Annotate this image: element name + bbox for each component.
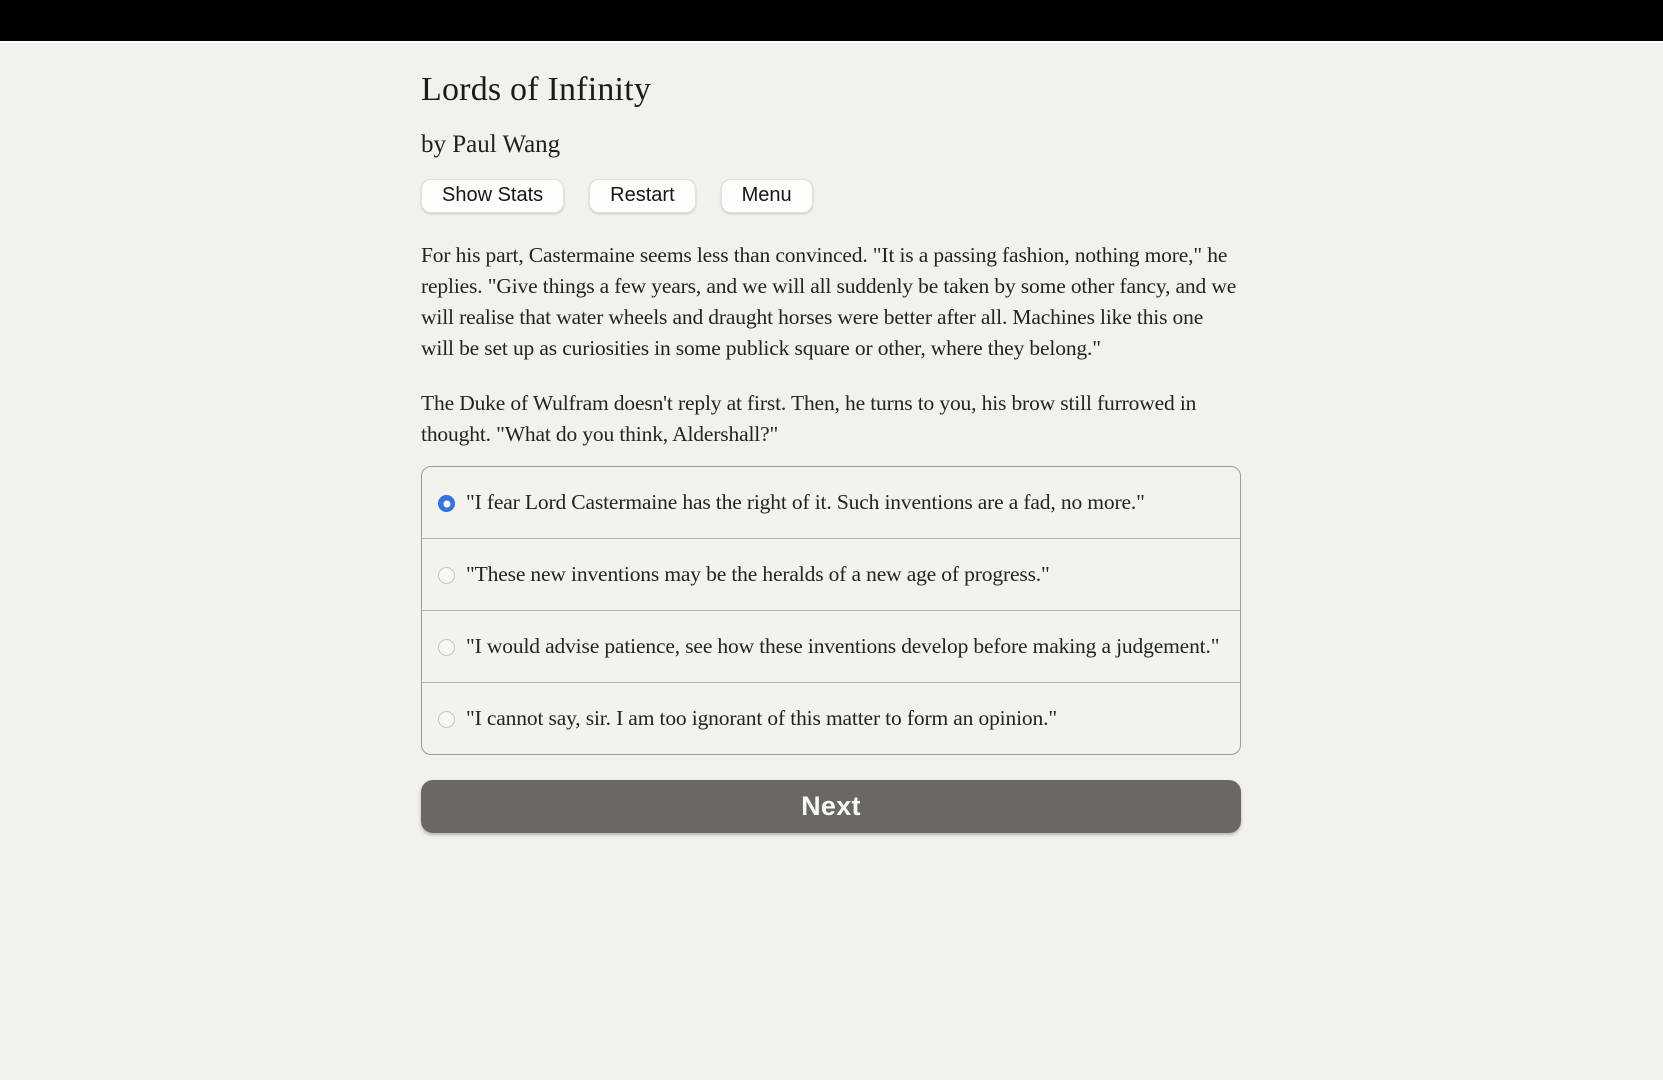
radio-button-icon[interactable] — [438, 495, 455, 512]
show-stats-button[interactable]: Show Stats — [421, 179, 564, 213]
menu-button[interactable]: Menu — [721, 179, 813, 213]
author-byline: by Paul Wang — [421, 130, 561, 158]
choice-label: "I fear Lord Castermaine has the right of it. Such inventions are a fad, no more." — [466, 490, 1145, 515]
choice-label: "I would advise patience, see how these inventions develop before making a judgement." — [466, 634, 1220, 659]
story-paragraph-1: For his part, Castermaine seems less than convinced. "It is a passing fashion, nothing more," he replies. "Give things a few years, and we will all suddenly be taken by some other fancy, and we will realise that water wheels and draught horses were better after all. Machines like this one will be set up as curiosities in some publick square or other, where they belong." — [421, 243, 1237, 361]
choices-group — [421, 466, 1241, 755]
radio-button-icon[interactable] — [438, 711, 455, 728]
choice-option-4[interactable] — [422, 682, 1240, 754]
choice-option-2[interactable] — [422, 538, 1240, 610]
page-title: Lords of Infinity — [421, 71, 652, 108]
radio-button-icon[interactable] — [438, 567, 455, 584]
story-paragraph-2: The Duke of Wulfram doesn't reply at first. Then, he turns to you, his brow still furrowed in thought. "What do you think, Aldershall?" — [421, 391, 1197, 447]
choice-option-3[interactable] — [422, 610, 1240, 682]
radio-button-icon[interactable] — [438, 639, 455, 656]
choice-label: "I cannot say, sir. I am too ignorant of this matter to form an opinion." — [466, 706, 1057, 731]
choice-option-1[interactable] — [422, 467, 1240, 538]
next-button[interactable]: Next — [421, 780, 1241, 833]
top-black-bar — [0, 0, 1663, 43]
choice-label: "These new inventions may be the heralds of a new age of progress." — [466, 562, 1050, 587]
game-page — [421, 43, 1241, 833]
restart-button[interactable]: Restart — [589, 179, 695, 213]
toolbar — [421, 179, 1241, 213]
